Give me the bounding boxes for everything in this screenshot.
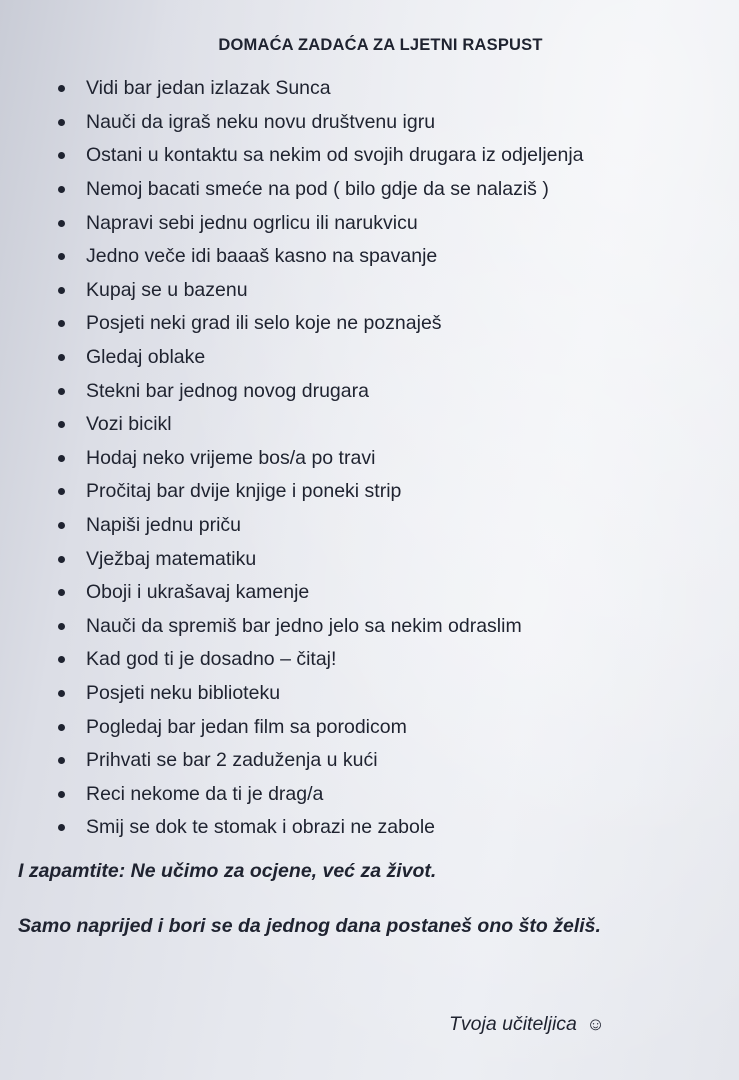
bullet-icon — [58, 253, 65, 260]
signature — [449, 1013, 605, 1036]
list-item-text: Vježbaj matematiku — [86, 547, 257, 570]
bullet-icon — [58, 220, 65, 227]
list-item — [58, 274, 584, 308]
list-item — [58, 307, 584, 341]
list-item-text: Kad god ti je dosadno – čitaj! — [86, 648, 337, 671]
bullet-icon — [58, 623, 65, 630]
list-item-text: Posjeti neku biblioteku — [86, 681, 281, 704]
list-item — [58, 576, 584, 610]
smiley-icon: ☺ — [586, 1014, 605, 1034]
list-item-text: Nauči da igraš neku novu društvenu igru — [86, 110, 436, 133]
list-item-text: Reci nekome da ti je drag/a — [86, 782, 324, 805]
list-item — [58, 509, 584, 543]
list-item-text: Hodaj neko vrijeme bos/a po travi — [86, 446, 376, 469]
list-item — [58, 72, 584, 106]
list-item-text: Smij se dok te stomak i obrazi ne zabole — [86, 816, 436, 839]
list-item-text: Napravi sebi jednu ogrlicu ili narukvicu — [86, 211, 418, 234]
list-item — [58, 206, 584, 240]
bullet-icon — [58, 388, 65, 395]
list-item-text: Jedno veče idi baaaš kasno na spavanje — [86, 245, 438, 268]
page-title: DOMAĆA ZADAĆA ZA LJETNI RASPUST — [218, 36, 543, 54]
bullet-icon — [58, 824, 65, 831]
bullet-icon — [58, 320, 65, 327]
list-item — [58, 374, 584, 408]
list-item — [58, 475, 584, 509]
list-item — [58, 442, 584, 476]
bullet-icon — [58, 522, 65, 529]
list-item-text: Nauči da spremiš bar jedno jelo sa nekim odraslim — [86, 614, 522, 637]
list-item-text: Gledaj oblake — [86, 346, 206, 369]
closing-note-remember: I zapamtite: Ne učimo za ocjene, već za život. — [18, 860, 437, 882]
list-item-text: Posjeti neki grad ili selo koje ne poznaješ — [86, 312, 442, 335]
bullet-icon — [58, 119, 65, 126]
list-item — [58, 710, 584, 744]
list-item — [58, 106, 584, 140]
list-item-text: Vozi bicikl — [86, 413, 172, 436]
bullet-icon — [58, 488, 65, 495]
list-item-text: Prihvati se bar 2 zaduženja u kući — [86, 749, 378, 772]
bullet-icon — [58, 757, 65, 764]
bullet-icon — [58, 186, 65, 193]
closing-note-encouragement: Samo naprijed i bori se da jednog dana postaneš ono što želiš. — [18, 915, 601, 937]
list-item-text: Napiši jednu priču — [86, 514, 242, 537]
list-item-text: Nemoj bacati smeće na pod ( bilo gdje da se nalaziš ) — [86, 178, 549, 201]
bullet-icon — [58, 152, 65, 159]
list-item — [58, 139, 584, 173]
bullet-icon — [58, 791, 65, 798]
list-item — [58, 610, 584, 644]
list-item — [58, 240, 584, 274]
list-item — [58, 643, 584, 677]
list-item-text: Pročitaj bar dvije knjige i poneki strip — [86, 480, 402, 503]
bullet-icon — [58, 724, 65, 731]
list-item-text: Oboji i ukrašavaj kamenje — [86, 581, 310, 604]
signature-text: Tvoja učiteljica — [449, 1013, 577, 1035]
list-item-text: Vidi bar jedan izlazak Sunca — [86, 77, 331, 100]
bullet-icon — [58, 287, 65, 294]
list-item — [58, 408, 584, 442]
bullet-icon — [58, 556, 65, 563]
list-item — [58, 744, 584, 778]
list-item-text: Pogledaj bar jedan film sa porodicom — [86, 715, 407, 738]
list-item — [58, 811, 584, 845]
bullet-icon — [58, 354, 65, 361]
bullet-icon — [58, 455, 65, 462]
list-item — [58, 173, 584, 207]
task-list — [58, 72, 584, 845]
bullet-icon — [58, 656, 65, 663]
bullet-icon — [58, 690, 65, 697]
bullet-icon — [58, 421, 65, 428]
list-item — [58, 677, 584, 711]
list-item-text: Kupaj se u bazenu — [86, 278, 248, 301]
list-item — [58, 542, 584, 576]
bullet-icon — [58, 85, 65, 92]
list-item — [58, 777, 584, 811]
list-item — [58, 341, 584, 375]
bullet-icon — [58, 589, 65, 596]
list-item-text: Stekni bar jednog novog drugara — [86, 379, 369, 402]
list-item-text: Ostani u kontaktu sa nekim od svojih drugara iz odjeljenja — [86, 144, 584, 167]
